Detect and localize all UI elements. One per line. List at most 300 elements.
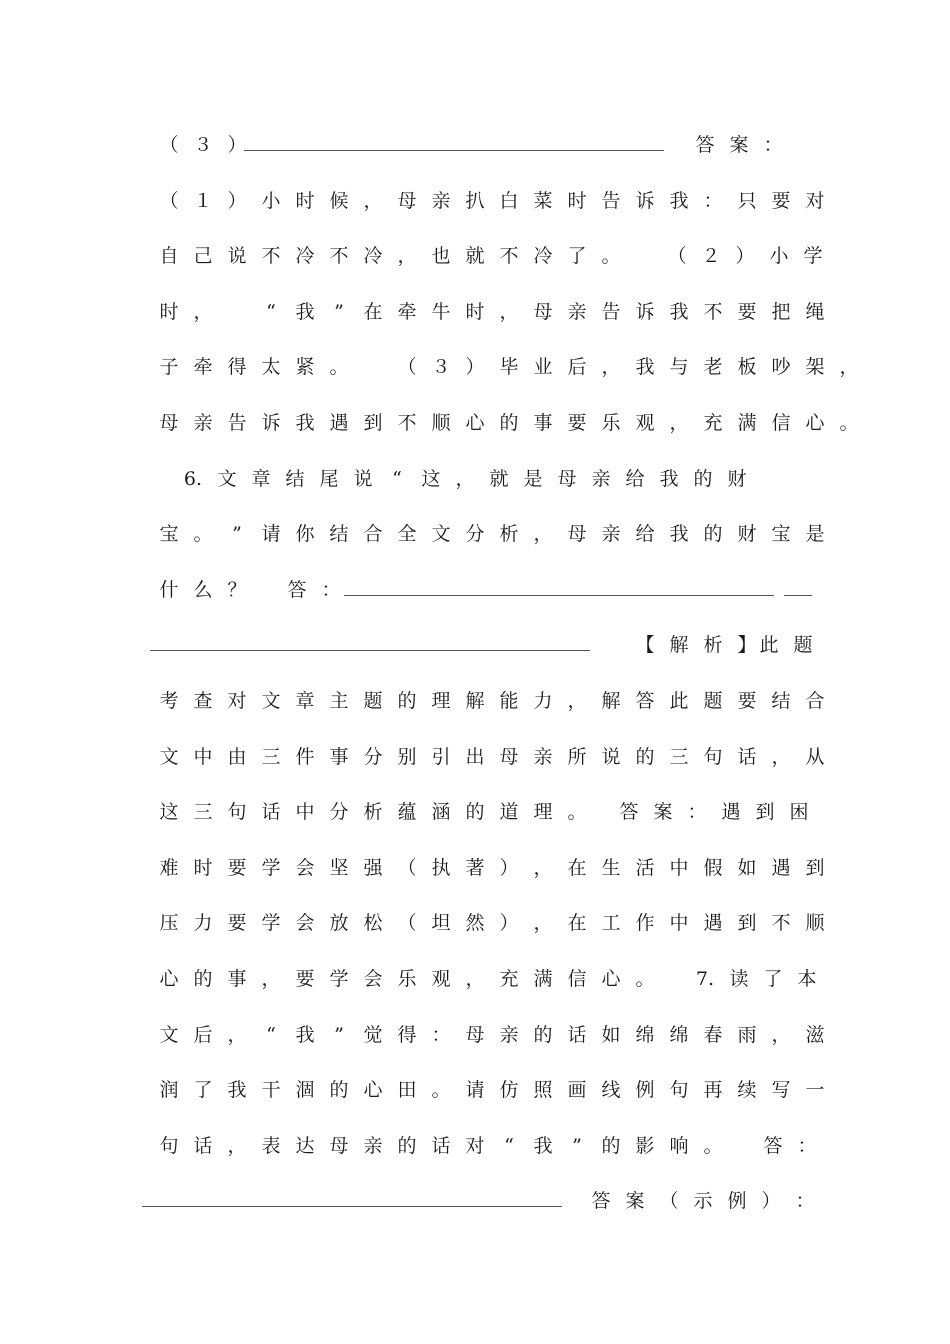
glyph: 母 — [329, 1134, 349, 1157]
glyph: 合 — [363, 523, 383, 546]
glyph: 中 — [669, 912, 689, 935]
glyph: 的 — [693, 467, 713, 490]
glyph: 生 — [601, 856, 621, 879]
glyph: 要 — [771, 189, 791, 212]
glyph: ， — [771, 1023, 791, 1046]
glyph: 绵 — [635, 1023, 655, 1046]
text-line — [0, 630, 950, 660]
glyph: 了 — [193, 1079, 213, 1102]
glyph: 合 — [805, 690, 825, 712]
glyph: ， — [465, 968, 485, 990]
text-line — [0, 464, 950, 494]
glyph: 说 — [353, 467, 373, 490]
glyph: 信 — [567, 968, 587, 990]
glyph: 如 — [601, 1023, 621, 1046]
glyph: 中 — [193, 745, 213, 768]
glyph: 作 — [635, 912, 655, 935]
glyph: 学 — [329, 968, 349, 990]
glyph: ， — [397, 245, 417, 268]
glyph: ： — [763, 134, 783, 156]
glyph: 到 — [363, 412, 383, 434]
glyph: “ — [392, 467, 402, 490]
glyph: ， — [227, 1134, 247, 1157]
glyph: 诉 — [261, 412, 281, 434]
glyph: “ — [266, 300, 276, 323]
glyph: 的 — [533, 1023, 553, 1046]
glyph: 充 — [499, 968, 519, 990]
glyph: 宝 — [159, 523, 179, 546]
glyph: 也 — [431, 245, 451, 268]
glyph: （ — [397, 356, 417, 379]
glyph: 板 — [737, 356, 757, 379]
glyph: 小 — [769, 245, 789, 268]
glyph: 的 — [635, 745, 655, 768]
glyph: 是 — [523, 467, 543, 490]
glyph: 亲 — [533, 745, 553, 768]
glyph: 春 — [703, 1023, 723, 1046]
glyph: 么 — [193, 578, 213, 601]
glyph: 例 — [635, 1079, 655, 1102]
glyph: 的 — [703, 523, 723, 546]
glyph: 己 — [193, 245, 213, 268]
glyph: ， — [363, 189, 383, 212]
glyph: 话 — [737, 745, 757, 768]
text-line — [0, 742, 950, 772]
glyph: 观 — [431, 968, 451, 990]
glyph: 。 — [567, 801, 587, 824]
glyph: ） — [499, 912, 519, 935]
glyph: 告 — [227, 412, 247, 434]
answer-blank-line — [150, 650, 590, 651]
glyph: 续 — [737, 1079, 757, 1102]
glyph: 心 — [363, 1079, 383, 1102]
glyph: 牵 — [397, 300, 417, 323]
glyph: 强 — [363, 856, 383, 879]
glyph: 话 — [193, 1134, 213, 1157]
glyph: 遇 — [771, 856, 791, 879]
glyph: 到 — [737, 912, 757, 935]
glyph: 的 — [193, 968, 213, 990]
glyph: 活 — [635, 856, 655, 879]
glyph: ３ — [431, 356, 451, 379]
glyph: 如 — [737, 856, 757, 879]
glyph: 别 — [397, 745, 417, 768]
glyph: 到 — [805, 856, 825, 879]
glyph: 中 — [295, 801, 315, 824]
glyph: 吵 — [771, 356, 791, 379]
glyph: 会 — [295, 856, 315, 879]
glyph: 分 — [329, 801, 349, 824]
glyph: 示 — [693, 1190, 713, 1213]
glyph: 析 — [703, 634, 723, 657]
glyph: 财 — [727, 467, 747, 490]
glyph: 题 — [793, 634, 813, 657]
glyph: 就 — [465, 245, 485, 268]
glyph: 此 — [669, 690, 689, 712]
glyph: 解 — [601, 690, 621, 712]
glyph: 例 — [727, 1190, 747, 1213]
glyph: ， — [533, 523, 553, 546]
glyph: ” — [334, 300, 344, 323]
glyph: 说 — [601, 745, 621, 768]
text-line — [0, 130, 950, 160]
glyph: ， — [261, 968, 281, 990]
glyph: 冷 — [533, 245, 553, 268]
glyph: 业 — [533, 356, 553, 379]
glyph: 不 — [261, 245, 281, 268]
glyph: 宝 — [771, 523, 791, 546]
glyph: 响 — [669, 1134, 689, 1157]
glyph: 件 — [295, 745, 315, 768]
glyph: 遇 — [721, 801, 741, 824]
glyph: 由 — [227, 745, 247, 768]
glyph: 【 — [635, 634, 655, 657]
glyph: 亲 — [431, 189, 451, 212]
glyph: 母 — [557, 467, 577, 490]
glyph: 学 — [261, 912, 281, 935]
glyph: 要 — [567, 412, 587, 434]
glyph: 在 — [567, 856, 587, 879]
glyph: 的 — [499, 412, 519, 434]
glyph: 财 — [737, 523, 757, 546]
glyph: 心 — [601, 968, 621, 990]
glyph: ） — [227, 134, 247, 156]
glyph: 时 — [465, 300, 485, 323]
glyph: 的 — [397, 690, 417, 712]
glyph: 影 — [635, 1134, 655, 1157]
glyph: 亲 — [601, 523, 621, 546]
glyph: 觉 — [363, 1023, 383, 1046]
glyph: “ — [504, 1134, 514, 1157]
glyph: 答 — [591, 1190, 611, 1213]
glyph: 我 — [659, 467, 679, 490]
glyph: 答 — [287, 578, 307, 601]
glyph: 满 — [737, 412, 757, 434]
glyph: 干 — [261, 1079, 281, 1102]
glyph: ， — [499, 300, 519, 323]
glyph: 请 — [465, 1079, 485, 1102]
glyph: 顺 — [805, 912, 825, 935]
glyph: 句 — [669, 1079, 689, 1102]
glyph: 案 — [729, 134, 749, 156]
text-line — [0, 408, 950, 438]
glyph: 。 — [329, 356, 349, 379]
glyph: ， — [533, 912, 553, 935]
glyph: 力 — [193, 912, 213, 935]
glyph: ， — [455, 467, 475, 490]
glyph: 给 — [635, 523, 655, 546]
glyph: ， — [601, 356, 621, 379]
glyph: 文 — [159, 1023, 179, 1046]
text-line — [0, 1186, 950, 1216]
text-line — [0, 1131, 950, 1161]
answer-blank-line — [244, 150, 664, 151]
glyph: 全 — [397, 523, 417, 546]
glyph: ， — [567, 690, 587, 712]
glyph: 道 — [499, 801, 519, 824]
glyph: 涵 — [431, 801, 451, 824]
glyph: ： — [797, 1134, 817, 1157]
glyph: 菜 — [533, 189, 553, 212]
glyph: 案 — [625, 1190, 645, 1213]
glyph: 顺 — [431, 412, 451, 434]
glyph: （ — [397, 856, 417, 879]
glyph: ， — [533, 856, 553, 879]
glyph: 扒 — [465, 189, 485, 212]
glyph: 句 — [703, 745, 723, 768]
text-line — [0, 908, 950, 938]
glyph: 三 — [193, 801, 213, 824]
glyph: 三 — [669, 745, 689, 768]
glyph: ） — [761, 1190, 781, 1213]
glyph: 执 — [431, 856, 451, 879]
glyph: 心 — [465, 412, 485, 434]
glyph: 毕 — [499, 356, 519, 379]
glyph: （ — [397, 912, 417, 935]
glyph: 亲 — [363, 1134, 383, 1157]
glyph: 题 — [703, 690, 723, 712]
glyph: 答 — [619, 801, 639, 824]
glyph: 涸 — [295, 1079, 315, 1102]
glyph: 出 — [465, 745, 485, 768]
glyph: （ — [159, 189, 179, 212]
glyph: 事 — [227, 968, 247, 990]
glyph: 紧 — [295, 356, 315, 379]
glyph: 学 — [261, 856, 281, 879]
glyph: 亲 — [591, 467, 611, 490]
glyph: 困 — [789, 801, 809, 824]
glyph: ） — [227, 189, 247, 212]
glyph: ， — [839, 356, 859, 379]
glyph: ３ — [193, 134, 213, 156]
text-line — [0, 352, 950, 382]
answer-blank-line — [784, 595, 812, 596]
glyph: ， — [669, 412, 689, 434]
glyph: 满 — [533, 968, 553, 990]
glyph: 表 — [261, 1134, 281, 1157]
glyph: 坚 — [329, 856, 349, 879]
glyph: 线 — [601, 1079, 621, 1102]
glyph: 蕴 — [397, 801, 417, 824]
glyph: 要 — [227, 856, 247, 879]
glyph: 查 — [193, 690, 213, 712]
glyph: 不 — [703, 300, 723, 323]
glyph: 润 — [159, 1079, 179, 1102]
text-line — [0, 575, 950, 605]
glyph: 话 — [431, 1134, 451, 1157]
text-line — [0, 297, 950, 327]
glyph: 句 — [159, 1134, 179, 1157]
glyph: 仿 — [499, 1079, 519, 1102]
glyph: 文 — [431, 523, 451, 546]
glyph: 答 — [763, 1134, 783, 1157]
glyph: 我 — [295, 300, 315, 323]
glyph: 会 — [363, 968, 383, 990]
text-line — [0, 186, 950, 216]
text-line — [0, 853, 950, 883]
glyph: 结 — [771, 690, 791, 712]
glyph: 析 — [363, 801, 383, 824]
glyph: ： — [687, 801, 707, 824]
glyph: 著 — [465, 856, 485, 879]
text-line — [0, 1020, 950, 1050]
answer-blank-line — [344, 595, 774, 596]
glyph: 雨 — [737, 1023, 757, 1046]
glyph: 时 — [193, 856, 213, 879]
glyph: 分 — [363, 745, 383, 768]
glyph: 文 — [261, 690, 281, 712]
glyph: 章 — [295, 690, 315, 712]
glyph: 案 — [653, 801, 673, 824]
text-line — [0, 964, 950, 994]
glyph: 话 — [261, 801, 281, 824]
glyph: 说 — [227, 245, 247, 268]
glyph: 的 — [397, 1134, 417, 1157]
glyph: 牛 — [431, 300, 451, 323]
glyph: ” — [334, 1023, 344, 1046]
glyph: 母 — [533, 300, 553, 323]
glyph: 写 — [771, 1079, 791, 1102]
glyph: 你 — [295, 523, 315, 546]
glyph: 力 — [533, 690, 553, 712]
glyph: 的 — [329, 1079, 349, 1102]
glyph: 到 — [755, 801, 775, 824]
glyph: 候 — [329, 189, 349, 212]
glyph: 考 — [159, 690, 179, 712]
glyph: 要 — [227, 912, 247, 935]
glyph: 观 — [635, 412, 655, 434]
glyph: 工 — [601, 912, 621, 935]
glyph: 心 — [159, 968, 179, 990]
glyph: ： — [703, 189, 723, 212]
glyph: 亲 — [567, 300, 587, 323]
glyph: 子 — [159, 356, 179, 379]
glyph: 滋 — [805, 1023, 825, 1046]
glyph: 对 — [465, 1134, 485, 1157]
glyph: 什 — [159, 578, 179, 601]
glyph: 。 — [193, 523, 213, 546]
glyph: 后 — [567, 356, 587, 379]
glyph: 此 — [759, 634, 779, 657]
glyph: 解 — [669, 634, 689, 657]
glyph: 会 — [295, 912, 315, 935]
glyph: ， — [193, 300, 213, 323]
glyph: 母 — [159, 412, 179, 434]
glyph: 自 — [159, 245, 179, 268]
glyph: ２ — [701, 245, 721, 268]
glyph: 本 — [797, 968, 817, 990]
glyph: 要 — [737, 690, 757, 712]
glyph: 亲 — [499, 1023, 519, 1046]
glyph: 心 — [805, 412, 825, 434]
glyph: 这 — [159, 801, 179, 824]
glyph: 把 — [771, 300, 791, 323]
glyph: 。 — [431, 1079, 451, 1102]
glyph: 读 — [729, 968, 749, 990]
glyph: （ — [159, 134, 179, 156]
glyph: 画 — [567, 1079, 587, 1102]
glyph: 中 — [669, 856, 689, 879]
glyph: 是 — [805, 523, 825, 546]
glyph: 然 — [465, 912, 485, 935]
glyph: 对 — [805, 189, 825, 212]
glyph: 学 — [803, 245, 823, 268]
glyph: 信 — [771, 412, 791, 434]
glyph: ” — [572, 1134, 582, 1157]
glyph: 答 — [695, 134, 715, 156]
glyph: 得 — [227, 356, 247, 379]
glyph: 告 — [601, 300, 621, 323]
glyph: 压 — [159, 912, 179, 935]
glyph: 在 — [363, 300, 383, 323]
glyph: 我 — [295, 1023, 315, 1046]
glyph: 的 — [601, 1134, 621, 1157]
glyph: ， — [227, 1023, 247, 1046]
glyph: 事 — [533, 412, 553, 434]
glyph: 不 — [397, 412, 417, 434]
glyph: 。 — [635, 968, 655, 990]
glyph: 小 — [261, 189, 281, 212]
glyph: ： — [795, 1190, 815, 1213]
glyph: 白 — [499, 189, 519, 212]
glyph: 母 — [499, 745, 519, 768]
text-line — [0, 686, 950, 716]
glyph: ： — [431, 1023, 451, 1046]
glyph: 时 — [295, 189, 315, 212]
text-line — [0, 519, 950, 549]
glyph: “ — [266, 1023, 276, 1046]
glyph: 绳 — [805, 300, 825, 323]
glyph: 句 — [227, 801, 247, 824]
glyph: 不 — [329, 245, 349, 268]
glyph: 结 — [285, 467, 305, 490]
glyph: 遇 — [329, 412, 349, 434]
glyph: 6. — [183, 467, 203, 490]
glyph: ， — [771, 745, 791, 768]
glyph: 结 — [329, 523, 349, 546]
glyph: 一 — [805, 1079, 825, 1102]
glyph: 后 — [193, 1023, 213, 1046]
glyph: 分 — [465, 523, 485, 546]
glyph: 我 — [669, 300, 689, 323]
glyph: 母 — [465, 1023, 485, 1046]
glyph: 假 — [703, 856, 723, 879]
glyph: ： — [321, 578, 341, 601]
glyph: 在 — [567, 912, 587, 935]
glyph: 解 — [465, 690, 485, 712]
glyph: 只 — [737, 189, 757, 212]
glyph: 对 — [227, 690, 247, 712]
glyph: 冷 — [363, 245, 383, 268]
glyph: 我 — [635, 356, 655, 379]
glyph: 坦 — [431, 912, 451, 935]
text-line — [0, 241, 950, 271]
glyph: 诉 — [635, 189, 655, 212]
glyph: 与 — [669, 356, 689, 379]
glyph: 架 — [805, 356, 825, 379]
glyph: 给 — [625, 467, 645, 490]
glyph: ） — [499, 856, 519, 879]
glyph: 。 — [839, 412, 859, 434]
glyph: １ — [193, 189, 213, 212]
glyph: 得 — [397, 1023, 417, 1046]
glyph: 乐 — [601, 412, 621, 434]
glyph: 不 — [771, 912, 791, 935]
glyph: 请 — [261, 523, 281, 546]
glyph: 析 — [499, 523, 519, 546]
glyph: 题 — [363, 690, 383, 712]
glyph: ？ — [227, 578, 247, 601]
